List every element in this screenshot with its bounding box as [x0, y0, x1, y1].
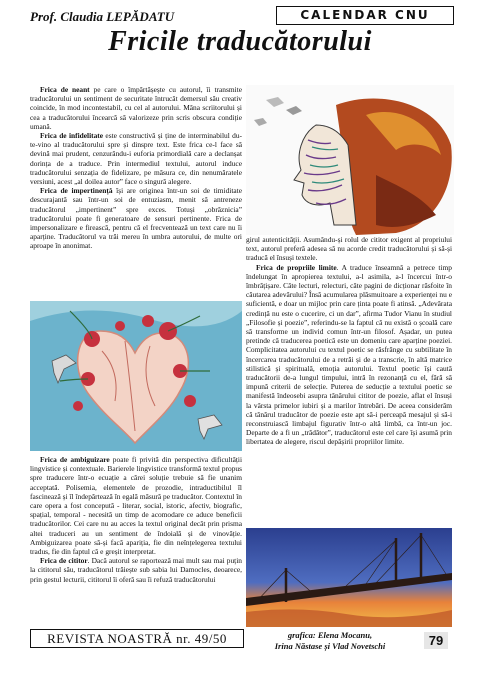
paragraph-text: . A traduce înseamnă a petrece timp îndelungat în apropierea textului, a-l asimila, a-l încercui într-o îmbrățișare. Câte lecturi, relecturi, câte pagini de dicționar răsfoite în căutarea adevărului? Însă acumularea plăsmuitoare a experienței nu e suficientă, e doar un mijloc prin care ținta poate fi atinsă. „Adevărata credință nu este o cucerire, ci un dar”, afirma Tudor Vianu în studiul „Filosofie și poezie”, referindu-se la faptul că nu există o școală care să transforme un individ comun într-un filosof. Așadar, un putea pretinde că traducerea poetică este un domeniu care aparține poeziei. Complicitatea autorului cu textul poetic se răsfrânge cu subtilitate în încercarea traducătorului de a retrăi și de a transcrie, în altă matrice stilistică și spirituală, emoția autorului. Textul poetic își caută traducătorii de-a lungul timpului, intră în rezonanță cu el, fără să impună criterii de selecție. Puterea de seducție a textului poetic se manifestă îndeosebi asupra tânărului cititor de poezie, aflat el însuși la vârsta primelor iubiri și a marilor întrebări. De aceea considerăm că tânărul traducător de poezie este apt să-i perceapă mesajul și să-i reconstruiască limbajul figurativ într-o altă limbă, ca într-un joc. Departe de a fi un „trădător”, traducătorul este cel care își asumă prin libertatea de alegere, riscul depășirii propriilor limite. [246, 262, 452, 447]
credit-line: grafica: Elena Mocanu, [287, 630, 373, 640]
heart-illustration [30, 301, 242, 451]
paragraph-text: pe care o împărtășește cu autorul, îi transmite traducătorului un sentiment de securitate întrucât demersul său creativ coincide, în mod incontestabil, cu cel al autorului. Mâna scriitorului și cea a traducătorului încearcă să valorizeze prin scris obscura condiție umană. [30, 85, 242, 131]
paragraph-lead: Frica de propriile limite [256, 262, 337, 272]
graphics-credit [246, 630, 414, 652]
bridge-illustration [246, 528, 452, 627]
paragraph-lead: Frica de neant [40, 85, 90, 94]
face-illustration [246, 85, 454, 235]
paragraph-text: își are originea într-un soi de timiditate descurajantă sau într-un soi de entuziasm, menit să antreneze traducătorul „impertinent” spre exces. Totuși „obrăznicia” traducătorului poate fi generatoare de sensuri pertinente. Frica de impersonalizare e firească, pentru că el frecventează un text care nu îi aparține. Traducătorul va trăi mereu în umbra autorului, de multe ori aproape în anonimat. [30, 186, 242, 251]
paragraph [30, 131, 242, 186]
paragraph [30, 186, 242, 250]
paragraph [30, 556, 242, 584]
paragraph [246, 235, 452, 263]
paragraph-lead: Frica de impertinență [40, 186, 113, 196]
paragraph-text: poate fi privită din perspectiva dificultății lingvistice și contextuale. Barierele lingvistice transformă textul propus spre traducere într-o ecuație a cărei soluție trebuie să fie unanim acceptată. Polisemia, elementele de prozodie, intraductibilul îl fascinează și îl îndepărtează în egală măsură pe traducător. Contextul în care opera a fost concepută - literar, social, istoric, afectiv, biografic, spațial, temporal - necesită un timp de acomodare ce aduce beneficii traducătorilor. Cei care nu au acces la textul original decât prin prisma altei traduceri au un sentiment de îndoială și de vinovăție. Ambiguizarea poate să-și facă apariția, fie din neînțelegerea textului tradus, fie din faptul că e greșit interpretat. [30, 455, 243, 557]
paragraph-text: este constructivă și ține de interminabilul du-te-vino al traducătorului spre și dinspre text. Este frica ce-l face să devină mai prudent, cenzurându-i euforia primordială care a declanșat dorința de a traduce. Prin intermediul textului, autorul induce traducătorului senzația de fidelizare, pe măsura ce, din nenumăratele versiuni, acest „al doilea autor” face o singură alegere. [30, 131, 242, 187]
paragraph [246, 263, 452, 447]
magazine-issue: REVISTA NOASTRĂ nr. 49/50 [30, 629, 244, 648]
section-label: CALENDAR CNU [276, 6, 454, 25]
paragraph [30, 455, 242, 556]
credit-line: Irina Năstase și Vlad Novetschi [274, 641, 386, 651]
left-column-top [30, 85, 242, 251]
paragraph-lead: Frica de ambiguizare [40, 455, 110, 464]
paragraph-lead: Frica de cititor [40, 556, 88, 566]
right-column [246, 235, 452, 447]
paragraph-text: girul autenticității. Asumându-și rolul de cititor exigent al propriului text, autorul preferă adesea să nu acorde credit traducătorului și să-și traducă el însuși textele. [246, 235, 452, 263]
paragraph-lead: Frica de infidelitate [40, 131, 104, 141]
author-name: Prof. Claudia LEPĂDATU [30, 9, 175, 24]
article-title: Fricile traducătorului [108, 26, 372, 57]
page-number: 79 [424, 632, 448, 649]
paragraph [30, 85, 242, 131]
paragraph-text: . Dacă autorul se raportează mai mult sau mai puțin la cititorul său, traducătorul trăiește sub sabia lui Damocles, deoarece, prin gestul lecturii, cititorul îi oferă sau îi refuză traducătorului [30, 556, 242, 584]
left-column-bottom [30, 455, 242, 584]
